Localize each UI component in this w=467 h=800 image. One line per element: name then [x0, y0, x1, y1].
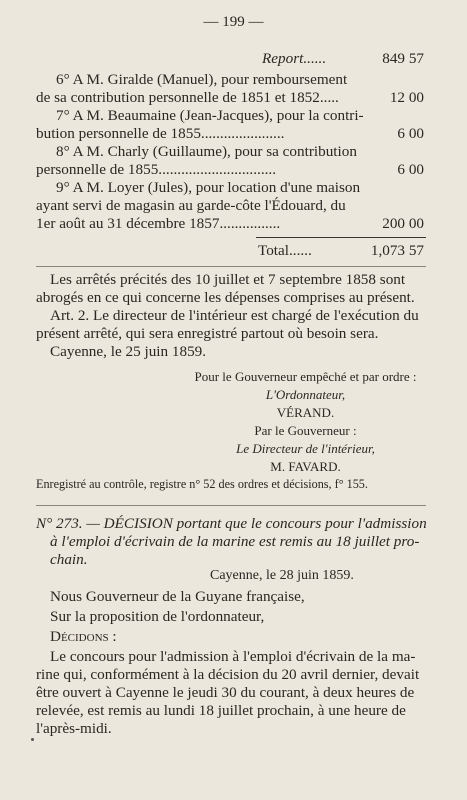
decision-body-line2: rine qui, conformément à la décision du 20 avril dernier, devait [36, 666, 420, 683]
item-8-amount: 6 00 [397, 161, 424, 178]
item-6-line-1: 6° A M. Giralde (Manuel), pour remboursement [56, 71, 348, 88]
arrete-para2-line2: présent arrêté, qui sera enregistré partout où besoin sera. [36, 325, 379, 342]
decision-title-line2: à l'emploi d'écrivain de la marine est remis au 18 juillet pro- [50, 533, 420, 550]
item-7-amount: 6 00 [397, 125, 424, 142]
item-8-line-1: 8° A M. Charly (Guillaume), pour sa contribution [56, 143, 357, 160]
decision-body-line1: Le concours pour l'admission à l'emploi d'écrivain de la ma- [50, 648, 416, 665]
total-label: Total...... [258, 242, 312, 259]
arrete-para1-line1: Les arrêtés précités des 10 juillet et 7 septembre 1858 sont [50, 271, 406, 288]
decision-title-line1: N° 273. — DÉCISION portant que le concours pour l'admission [36, 515, 427, 532]
page-number: — 199 — [203, 14, 264, 30]
signature-line-2: L'Ordonnateur, [265, 387, 346, 402]
decision-date: Cayenne, le 28 juin 1859. [210, 568, 354, 583]
decision-line-1: Nous Gouverneur de la Guyane française, [50, 588, 305, 605]
total-rule [256, 237, 426, 238]
item-6-line-2: de sa contribution personnelle de 1851 et 1852..... [36, 89, 339, 106]
decision-body-line3: être ouvert à Cayenne le jeudi 30 du courant, à deux heures de [36, 684, 415, 701]
arrete-para2-line1: Art. 2. Le directeur de l'intérieur est chargé de l'exécution du [50, 307, 419, 324]
item-9-line-2: ayant servi de magasin au garde-côte l'Édouard, du [36, 197, 346, 214]
ink-spot [31, 738, 34, 741]
section-rule-1 [36, 266, 426, 267]
registration-note: Enregistré au contrôle, registre n° 52 des ordres et décisions, f° 155. [36, 477, 368, 491]
decision-body-line4: relevée, est remis au lundi 18 juillet prochain, à une heure de [36, 702, 406, 719]
report-amount: 849 57 [382, 50, 424, 67]
decision-body-line5: l'après-midi. [36, 720, 112, 737]
decision-line-2: Sur la proposition de l'ordonnateur, [50, 608, 265, 625]
item-7-line-2: bution personnelle de 1855...................... [36, 125, 285, 142]
section-rule-2 [36, 505, 426, 506]
signature-line-5: Le Directeur de l'intérieur, [236, 441, 375, 456]
item-6-amount: 12 00 [389, 89, 424, 106]
decision-title-line3: chain. [50, 551, 88, 568]
item-7-line-1: 7° A M. Beaumaine (Jean-Jacques), pour la contri- [56, 107, 364, 124]
total-amount: 1,073 57 [370, 242, 424, 259]
item-9-amount: 200 00 [382, 215, 424, 232]
item-8-line-2: personnelle de 1855............................... [36, 161, 277, 178]
signature-line-6: M. FAVARD. [270, 459, 341, 474]
signature-line-3: VÉRAND. [276, 405, 335, 420]
decision-line-3: Décidons : [50, 628, 117, 645]
item-9-line-1: 9° A M. Loyer (Jules), pour location d'une maison [56, 179, 361, 196]
signature-line-1: Pour le Gouverneur empêché et par ordre : [194, 369, 417, 384]
report-label: Report...... [262, 50, 327, 67]
item-9-line-3: 1er août au 31 décembre 1857................ [36, 215, 281, 232]
arrete-place-date: Cayenne, le 25 juin 1859. [50, 343, 207, 360]
signature-line-4: Par le Gouverneur : [254, 423, 357, 438]
arrete-para1-line2: abrogés en ce qui concerne les dépenses comprises au présent. [36, 289, 415, 306]
